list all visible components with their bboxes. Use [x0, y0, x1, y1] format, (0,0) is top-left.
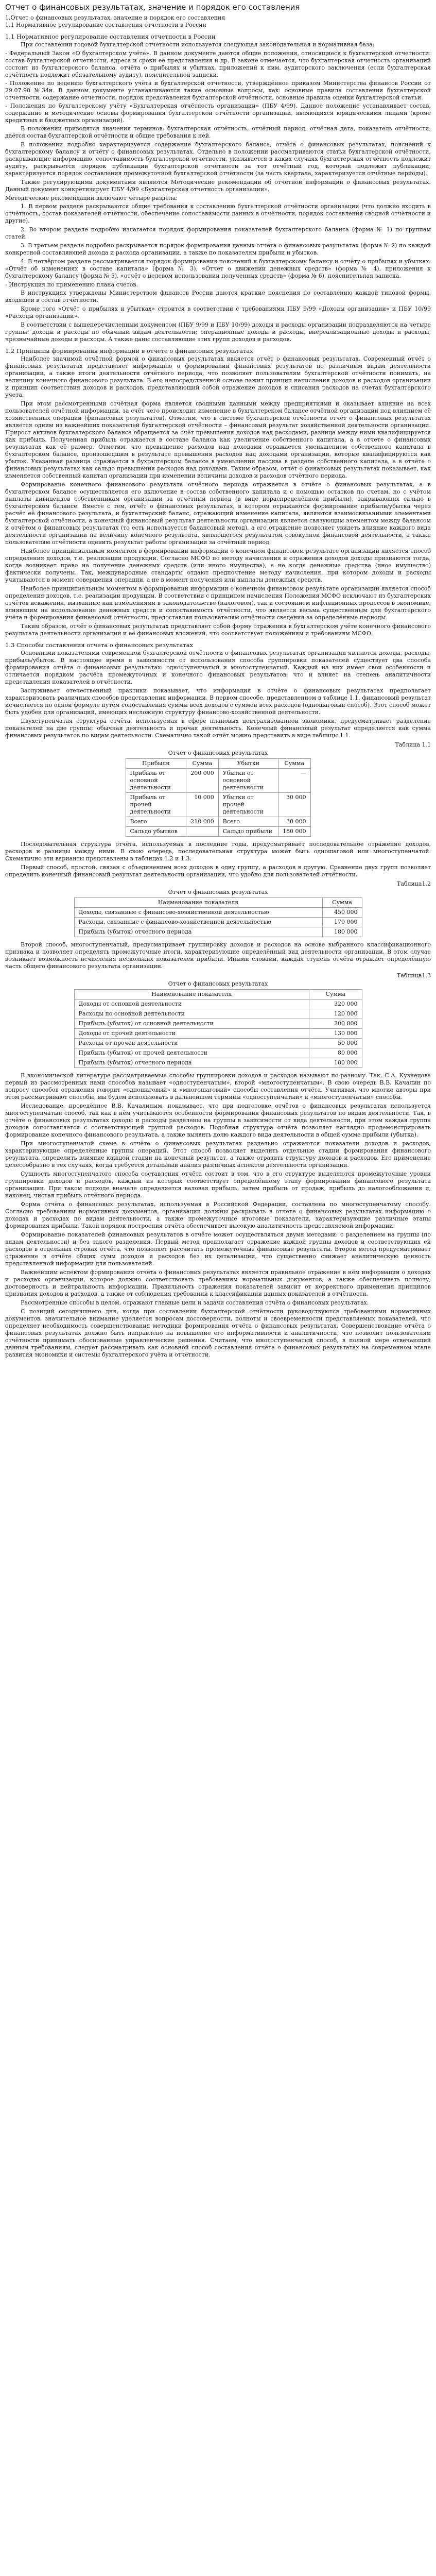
table-header-cell: Наименование показателя — [74, 990, 309, 999]
table-cell: 200 000 — [186, 769, 219, 793]
paragraph: - Положение по ведению бухгалтерского учёта и бухгалтерской отчетности, утверждённое приказом Министерства финансов России от 29.07.98 №34н. В данном документе устанавливаются такие основные вопросы, как: основные правила составления бухгалтерской отчетности, содержание отчетности, порядок представления бухгалтерской отчётности, основные правила оценки бухгалтерской статьи. — [5, 80, 431, 101]
paragraph: Наиболее принципиальным моментом в формировании информации о конечном финансовом результате организации является способ определения доходов, т.е. реализации продукции. Согласно МСФО по методу начисления и отражения доходов доходы признаются тогда, когда возникает право на получение денежных средств (или иного имущества), а не когда денежные средства (иное имущество) фактически получены. Так, международные стандарты отдают предпочтение методу начисления, при котором доходы и расходы учитываются в момент совершения операции, а не в момент получения или выплаты денежных средств. — [5, 548, 431, 583]
paragraph: - Инструкция по применению плана счетов. — [5, 281, 138, 288]
table-cell: 30 000 — [278, 793, 310, 817]
paragraph: Второй способ, многоступенчатый, предусматривает группировку доходов и расходов на основе выбранного классификационного признака и позволяет определять промежуточные итоги, характеризующие определённый вид деятельности организации. В этом случае возникает возможность исчисления нескольких показателей прибыли. Иными словами, каждая ступень отчёта отражает определённую часть общего финансового результата организации. — [5, 941, 431, 970]
paragraph: Наиболее значимой отчётной формой о финансовых результатах является отчёт о финансовых результатах. Современный отчёт о финансовых результатах представляет информацию о формировании финансовых результатов по различным видам деятельности организации, а также итоги деятельности отчётного периода, что позволяет пользователям бухгалтерской отчётности понимать, на величину конечного финансового результата. В его непосредственной основе лежит принцип начисления доходов и расходов организации и принцип соответствия доходов и расходов, представляющий собой отражение доходов и списания расходов на счетах бухгалтерского учета. — [5, 355, 431, 398]
table-cell: Прибыль (убыток) отчетного периода — [74, 1058, 309, 1068]
table-header-row — [126, 759, 310, 769]
table-cell: Убытки от прочей деятельности — [218, 793, 278, 817]
table-caption: Таблица 1.1 — [395, 741, 431, 748]
paragraph: При этом рассмотренными отчётная форма является сводными данными между предприятиями и оказывает влияние на всех пользователей отчётной информации, за счёт чего происходит изменение в бухгалтерском балансе отчётной организации под влиянием её хозяйственных операций (финансовых результатов). Отметим, что в системе бухгалтерской отчётности отчёт о финансовых результатах является одним из важнейших показателей бухгалтерской отчётности – финансовый результат хозяйственной деятельности организации. Прирост активов бухгалтерского баланса обращается за счёт превышения доходов над расходами, разница между ними квалифицируется как прибыль. Полученная прибыль отражается в составе баланса как увеличение собственного капитала, а в отчёте о финансовых результатах как её размер. Отметим, что превышение расходов над доходами отражается уменьшением собственного капитала в бухгалтерском балансе, произошедшим в результате превышения расходов над доходами организации, которые квалифицируются как убыток. Указанная разница отражается в бухгалтерском балансе в уменьшении пассива в разделе собственного капитала, а в отчёте о финансовых результатах как сальдо превышения расходов над доходами. Таким образом, отчёт о финансовых результатах показывает, как изменяется собственный капитал организации при изменении величины доходов и расходов отчётного периода. — [5, 400, 431, 479]
table-header-cell: Сумма — [309, 990, 362, 999]
table-header-cell: Сумма — [186, 759, 219, 769]
table-cell: Расходы, связанные с финансово-хозяйственной деятельностью — [74, 918, 322, 927]
table-row — [74, 1048, 362, 1058]
table-row — [74, 1039, 362, 1048]
paragraph: В экономической литературе рассматриваемые способы группировки доходов и расходов называют по-разному. Так, С.А. Кузнецова первый из рассмотренных нами способов называет «одноступенчатым», второй «многоступенчатым». В свою очередь В.В. Качалин по вопросу способов отражения говорит «одношаговый» и «многошаговый» способы составления отчёта. Учитывая, что многие авторы при этом рассматривают способы, мы будем использовать в дальнейшем термины «одноступенчатый» и «многоступенчатый» способы. — [5, 1072, 431, 1100]
table-row — [74, 918, 362, 927]
table-row — [74, 927, 362, 937]
paragraph: Формирование конечного финансового результата отчётного периода отражается в отчёте о финансовых результатах, а в бухгалтерском балансе осуществляется его включение в состав собственного капитала и с помощью остатков по счетам, но с учётом выплаты дивидендов собственникам организации за отчётный период (в виде нераспределённой прибыли), закрывающих сальдо в бухгалтерском балансе. Вместе с тем, отчёт о финансовых результатах, в котором отражаются формирование прибыли/убытка через расчёт её финансового результата, и бухгалтерский баланс, отражающий изменение капитала, являются взаимосвязанными элементами бухгалтерской отчётности, а конечный финансовый результат деятельности организации является связующим элементом между балансом и отчётом о финансовых результатах (то есть используется балансовый метод), а его отражение позволяет увидеть влияние каждого вида деятельности организации на величину конечного результата, являющегося результатом совокупной финансовой деятельности, а также пользователям отчётности оценить результат работы организации за отчётный период. — [5, 481, 431, 546]
paragraph: Методические рекомендации включают четыре раздела: — [5, 195, 178, 201]
paragraph: - Положения по бухгалтерскому учёту «Бухгалтерская отчётность организации» (ПБУ 4/99). Данное положение устанавливает состав, содержание и методические основы формирования бухгалтерской отчётности организаций, являющихся юридическими лицами (кроме кредитных и бюджетных организаций). — [5, 103, 431, 124]
table-cell: 10 000 — [186, 793, 219, 817]
paragraph: Последовательная структура отчёта, используемая в последние годы, предусматривает последовательное отражение доходов, расходов и разницы между ними. В свою очередь, последовательная структура может быть одношаговой или многоступенчатой. Схематично эти варианты представлены в таблицах 1.2 и 1.3. — [5, 841, 431, 862]
table-cell: Прибыль (убыток) от основной деятельности — [74, 1019, 309, 1029]
table-header-cell: Наименование показателя — [74, 898, 322, 908]
table-cell: Сальдо прибыли — [218, 827, 278, 837]
table-cell: 450 000 — [322, 908, 362, 918]
paragraph: Формирование показателей финансовых результатов в отчёте может осуществляться двумя методами: с разделением на группы (по видам деятельности) и без такого разделения. Первый метод предполагает отражение каждой группы доходов и соответствующих ей расходов в отдельных строках отчёта, что позволяет рассчитать промежуточные финансовые результаты. Второй метод предусматривает отражение в отчёте общих сумм доходов и расходов без их детализации, что существенно снижает аналитическую ценность представленной информации для пользователей. — [5, 1231, 431, 1267]
section-body — [5, 41, 431, 343]
table-cell: Прибыль от основной деятельности — [126, 769, 186, 793]
toc-item[interactable]: 1.Отчет о финансовых результатах, значение и порядок его составления — [5, 14, 225, 21]
table-header-row — [74, 990, 362, 999]
table-cell: Убытки от основной деятельности — [218, 769, 278, 793]
paragraph: Сущность многоступенчатого способа составления отчёта состоит в том, что в его структуре выделяются промежуточные уровни группировки доходов и расходов, каждый из которых соответствует определённому этапу формирования финансового результата организации. При таком подходе вначале определяется валовая прибыль, затем прибыль от продаж, прибыль до налогообложения и, наконец, чистая прибыль отчётного периода. — [5, 1171, 431, 1199]
table-cell: — — [278, 769, 310, 793]
table-header-row — [74, 898, 362, 908]
table-name: Отчет о финансовых результатах — [168, 750, 268, 756]
table-caption: Таблица1.3 — [397, 972, 431, 979]
table-cell: Всего — [126, 817, 186, 827]
section-heading: 1.3 Способы составления отчета о финансовых результатах — [5, 641, 194, 649]
table-header-cell: Сумма — [278, 759, 310, 769]
table-name: Отчет о финансовых результатах — [168, 980, 268, 987]
paragraph: В соответствии с вышеперечисленным документом (ПБУ 9/99 и ПБУ 10/99) доходы и расходы организации подразделяются на четыре группы: доходы и расходы по обычным видам деятельности; операционные доходы и расходы, внереализационные доходы и расходы, чрезвычайные доходы и расходы. А также даны составляющие этих групп доходов и расходов. — [5, 321, 431, 343]
table-row — [126, 817, 310, 827]
table-cell: 210 000 — [186, 817, 219, 827]
table-cell: Расходы по основной деятельности — [74, 1009, 309, 1019]
paragraph: Рассмотренные способы в целом, отражают главные цели и задачи составления отчёта о финансовых результатах. — [21, 1299, 369, 1306]
table-caption: Таблица1.2 — [397, 880, 431, 887]
paragraph: При многоступенчатой схеме в отчёте о финансовых результатах раздельно отражаются показатели доходов и расходов, характеризующие определённые группы операций. Этот способ позволяет выделить отдельные стадии формирования финансового результата, определить влияние каждой стадии на конечный результат, а также отразить структуру доходов и расходов. Его применение целесообразно в тех случаях, когда требуется детальный анализ различных аспектов деятельности организации. — [5, 1140, 431, 1168]
paragraph: С позиций сегодняшнего дня, когда при составлении бухгалтерской отчётности руководствуются требованиями нормативных документов, значительное внимание уделяется вопросам достоверности, полноты и своевременности представляемых показателей, что определяет необходимость совершенствования методики формирования отчёта о финансовых результатах. Совершенствование отчёта о финансовых результатах должно быть направлено на повышение его информативности и аналитичности, что позволит пользователям отчётности принимать обоснованные управленческие решения. Считаем, что многоступенчатый способ, в полной мере отвечающий данным требованиям, следует рассматривать как основной способ составления отчёта о финансовых результатах на современном этапе развития экономики и системы бухгалтерского учёта и отчётности. — [5, 1308, 431, 1358]
table-cell: Прибыль от прочей деятельности — [126, 793, 186, 817]
table-cell: Доходы от основной деятельности — [74, 999, 309, 1009]
table-cell: 80 000 — [309, 1048, 362, 1058]
table-row — [74, 1029, 362, 1039]
table-header-cell: Сумма — [322, 898, 362, 908]
table-row — [126, 827, 310, 837]
section-body — [5, 650, 431, 1359]
page-title: Отчет о финансовых результатах, значение и порядок его составления — [5, 3, 300, 12]
paragraph: Исследование, проведённое В.В. Качалиным, показывает, что при подготовке отчётов о финансовых результатах используется многоступенчатый способ, так как в нём учитываются особенности формирования финансовых результатов по видам деятельности. Так, в отчёте о финансовых результатах доходы и расходы разделены на группы в зависимости от вида деятельности, при этом каждая группа доходов сопоставляется с соответствующей группой расходов. Подобная структура отчёта позволяет наглядно продемонстрировать формирование конечного финансового результата, а также выявить долю каждого вида деятельности в общей сумме прибыли (убытка). — [5, 1103, 431, 1138]
table-cell: Всего — [218, 817, 278, 827]
table-cell: 170 000 — [322, 918, 362, 927]
table-header-cell: Убытки — [218, 759, 278, 769]
profit-loss-table — [126, 758, 311, 837]
table-row — [126, 769, 310, 793]
table-cell: Расходы от прочей деятельности — [74, 1039, 309, 1048]
paragraph: В положении приводятся значения терминов: бухгалтерская отчётность, отчётный период, отчётная дата, показатель отчётности, даётся состав бухгалтерской отчётности и общие требования к ней. — [5, 125, 431, 139]
paragraph: 1. В первом разделе раскрываются общие требования к составлению бухгалтерской отчётности организации (что должно входить в отчётность, состав показателей отчётности, обеспечение сопоставимости данных в отчётности, порядок составления сводной отчётности и другие). — [5, 203, 431, 224]
paragraph: В положении подробно характеризуется содержание бухгалтерского баланса, отчёта о финансовых результатах, пояснений к бухгалтерскому балансу и отчёту о финансовых результатах. Отдельно в положении рассматриваются статьи бухгалтерской отчётности, раскрывающие информацию, сопоставимость бухгалтерской отчётности, указывается в каких случаях бухгалтерская отчётность подлежит аудиту, раскрывается порядок публикации бухгалтерской отчётности за тот отчётный год, который подлежит публикации, характеризуется порядок составления промежуточной бухгалтерской отчётности (за часть квартала, характеризуется отчётные периоды). — [5, 141, 431, 177]
table-cell: Прибыль (убыток) от прочей деятельности — [74, 1048, 309, 1058]
table-row — [74, 1009, 362, 1019]
multi-step-table — [74, 989, 362, 1068]
table-name: Отчет о финансовых результатах — [168, 889, 268, 895]
table-of-contents — [5, 14, 431, 29]
paragraph: Также регулирующими документами являются Методические рекомендации об отчетной информации о финансовых результатах. Данный документ конкретизирует ПБУ 4/99 «Бухгалтерская отчетность организации». — [5, 179, 431, 193]
table-row — [74, 999, 362, 1009]
toc-item[interactable]: 1.1 Нормативное регулирование составления отчетности в России — [5, 22, 206, 28]
paragraph: Наиболее принципиальным моментом в формировании информации о конечном финансовом результате организации является способ определения доходов, т.е. реализации продукции. В соответствии с принципом начисления Положения МСФО исключают из бухгалтерских отчётов искажения, вызванные как изменениями в законодательстве (налоговом), так и состоянием инфляционных процессов в экономике, влияющим на использование денежных средств и сопоставимость отчётности, что является весьма существенным для бухгалтерского учёта и формирования финансовой отчётности, предоставляя пользователям отчётности сведения за определённые периоды. — [5, 585, 431, 621]
paragraph: В инструкциях утверждены Министерством финансов России даются краткие пояснения по составлению каждой типовой формы, входящей в состав отчётности. — [5, 290, 431, 303]
paragraph: Форма отчёта о финансовых результатах, используемая в Российской Федерации, составлена по многоступенчатому способу. Согласно требованиям нормативных документов, организации должны раскрывать в отчёте о финансовых результатах информацию о доходах и расходах по видам деятельности, а также промежуточные итоговые показатели, характеризующие различные этапы формирования прибыли. Такой порядок построения отчёта обеспечивает высокую аналитичность представляемой информации. — [5, 1201, 431, 1229]
table-cell — [186, 827, 219, 837]
table-cell: 180 000 — [278, 827, 310, 837]
table-cell: Доходы, связанные с финансово-хозяйственной деятельностью — [74, 908, 322, 918]
paragraph: Первый способ, простой, связан с объединением всех доходов в одну группу, а расходов в другую. Сравнение двух групп позволяет определить конечный финансовый результат деятельности организации, что удобно для пользователей отчётности. — [5, 864, 431, 878]
table-header-cell: Прибыли — [126, 759, 186, 769]
paragraph: Заслуживает отечественный практики показывает, что информация в отчёте о финансовых результатах предполагает характеризовать различных способов представления информации. В первом способе, представленном в таблице 1.1, финансовый результат исчисляется по одной формуле путём сопоставления суммы всех доходов с суммой всех расходов (одношаговый способ). Этот способ может быть удобен для организаций, имеющих несложную структуру финансово-хозяйственной деятельности. — [5, 687, 431, 716]
table-row — [74, 1019, 362, 1029]
table-cell: 200 000 — [309, 1019, 362, 1029]
paragraph: Кроме того «Отчёт о прибылях и убытках» строится в соответствии с требованиями ПБУ 9/99 «Доходы организации» и ПБУ 10/99 «Расходы организации». — [5, 306, 431, 319]
table-cell: Сальдо убытков — [126, 827, 186, 837]
table-cell: 320 000 — [309, 999, 362, 1009]
table-cell: 50 000 — [309, 1039, 362, 1048]
table-cell: 120 000 — [309, 1009, 362, 1019]
single-step-table — [74, 897, 362, 937]
paragraph: Основными показателями современной бухгалтерской отчётности о финансовых результатах организации являются доходы, расходы, прибыль/убыток. В настоящее время в зависимости от использования способа группировки показателей существует два способа формирования отчёта о финансовых результатах: одноступенчатый и многоступенчатый. Каждый из них имеет свои особенности и отличается порядком расчёта промежуточных и конечного финансовых результатов, что и влияет на степень аналитичности представления показателей в отчётности. — [5, 650, 431, 685]
table-cell: 180 000 — [322, 927, 362, 937]
paragraph: Важнейшим аспектом формирования отчёта о финансовых результатах является правильное отражение в нём информации о доходах и расходах организации, которое должно соответствовать требованиям нормативных документов, а также обеспечивать полноту, достоверность и нейтральность информации. Правильность отражения показателей зависит от корректного применения принципов признания доходов и расходов, а также от соблюдения требований к классификации данных показателей в отчётности. — [5, 1269, 431, 1297]
paragraph: - Федеральный Закон «О бухгалтерском учёте». В данном документе даются общие положения, относящиеся к бухгалтерской отчетности: состав бухгалтерской отчетности, адреса и сроки её представления и др. В законе отмечается, что бухгалтерская отчетность организаций состоит из бухгалтерского баланса, отчёта о прибылях и убытках, приложений к ним, аудиторского заключения (если бухгалтерская отчётность подлежит обязательному аудиту), пояснительной записки. — [5, 50, 431, 78]
table-row — [74, 908, 362, 918]
table-cell: 130 000 — [309, 1029, 362, 1039]
section-heading: 1.2 Принципы формирования информации в отчете о финансовых результатах — [5, 347, 253, 354]
section-heading: 1.1 Нормативное регулирование составления отчетности в России — [5, 33, 216, 40]
paragraph: Таким образом, отчёт о финансовых результатах представляет собой форму отражения в бухгалтерском учёте конечного финансового результата деятельности организации и её финансовых вложений, что соответствует положениям и требованиям МСФО. — [5, 623, 431, 637]
paragraph: При составлении годовой бухгалтерской отчетности используется следующая законодательная и нормативная база: — [21, 41, 375, 48]
paragraph: 2. Во втором разделе подробно излагается порядок формирования показателей бухгалтерского баланса (форма № 1) по группам статей. — [5, 226, 431, 240]
table-cell: 30 000 — [278, 817, 310, 827]
table-cell: 180 000 — [309, 1058, 362, 1068]
section-body — [5, 355, 431, 637]
paragraph: 3. В третьем разделе подробно раскрывается порядок формирования данных отчёта о финансовых результатах (форма № 2) по каждой конкретной составляющей дохода и расхода организации, а также по показателям прибыли и убытков. — [5, 242, 431, 256]
table-cell: Прибыль (убыток) отчетного периода — [74, 927, 322, 937]
table-row — [126, 793, 310, 817]
table-row — [74, 1058, 362, 1068]
paragraph: Двухступенчатая структура отчёта, используемая в сфере плановых централизованной экономики, предусматривает разделение показателей на две группы: обычная деятельность и прочая деятельность. Конечный финансовый результат определяется как сумма финансовых результатов по видам деятельности. Схематично такой отчёт можно представить в виде таблицы 1.1. — [5, 718, 431, 739]
table-cell: Доходы от прочей деятельности — [74, 1029, 309, 1039]
paragraph: 4. В четвёртом разделе рассматривается порядок формирования пояснений к бухгалтерскому балансу и отчёту о прибылях и убытках: «Отчёт об изменениях в составе капитала» (форма № 3), «Отчёт о движении денежных средств» (форма № 4), приложения к бухгалтерскому балансу (форма № 5), «отчёт о целевом использовании полученных средств» (форма № 6), пояснительная записка. — [5, 258, 431, 279]
